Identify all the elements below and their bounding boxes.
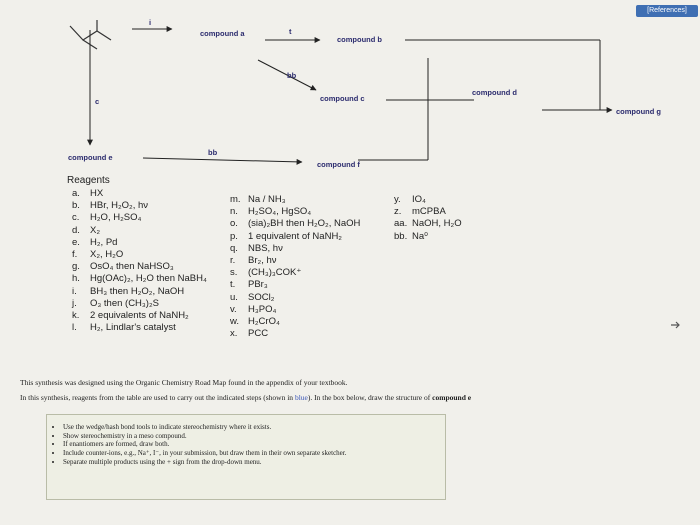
reagent-text: Na / NH₃ <box>248 194 286 205</box>
reagent-item <box>230 194 360 206</box>
reagent-letter: w. <box>230 315 239 327</box>
reagent-item <box>72 200 207 212</box>
reagent-letter: aa. <box>394 218 408 230</box>
reagent-text: HX <box>90 188 104 199</box>
step-label-1: i <box>149 18 152 27</box>
reagent-text: H₂, Pd <box>90 236 118 248</box>
reagent-letter: e. <box>72 236 80 248</box>
reagent-text: Br₂, hν <box>248 254 277 266</box>
instruction-note-post: ). In the box below, draw the structure of <box>307 393 433 402</box>
reagent-letter: u. <box>230 291 238 303</box>
instruction-note-pre: In this synthesis, reagents from the table are used to carry out the indicated steps (shown in <box>20 393 295 402</box>
reagent-text: O₃ then (CH₃)₂S <box>90 297 159 309</box>
reagent-letter: x. <box>230 328 238 340</box>
reagent-item <box>72 286 207 298</box>
reagent-item <box>394 231 462 243</box>
reagent-text: H₂O, H₂SO₄ <box>90 212 142 224</box>
compound-a-label: compound a <box>200 29 245 38</box>
instruction-item: • Use the wedge/hash bond tools to indicate stereochemistry where it exists. <box>63 423 445 432</box>
compound-d-label: compound d <box>472 88 517 97</box>
reagent-item <box>230 206 360 218</box>
reagent-letter: c. <box>72 212 80 224</box>
reagent-text: (CH₃)₃COK⁺ <box>248 267 302 279</box>
reagent-letter: t. <box>230 279 236 291</box>
reagent-item <box>72 225 207 237</box>
reagent-text: IO₄ <box>412 194 426 205</box>
reagent-item <box>72 261 207 273</box>
reagent-item <box>230 279 360 291</box>
reagent-letter: j. <box>72 297 77 309</box>
compound-e-label: compound e <box>68 153 113 162</box>
reagent-text: H₂, Lindlar's catalyst <box>90 322 176 334</box>
reagent-letter: v. <box>230 303 237 315</box>
instruction-item: • Separate multiple products using the + sign from the drop-down menu. <box>63 458 445 467</box>
reagent-text: OsO₄ then NaHSO₃ <box>90 261 174 273</box>
reagent-text: H₃PO₄ <box>248 303 277 315</box>
reagent-letter: bb. <box>394 230 408 242</box>
reagent-letter: b. <box>72 200 80 212</box>
instructions-box <box>46 414 446 500</box>
reagent-letter: n. <box>230 206 238 218</box>
step-label-5: bb <box>208 148 218 157</box>
reagent-item <box>230 267 360 279</box>
step-label-2: t <box>289 27 292 36</box>
reagent-letter: s. <box>230 267 238 279</box>
reagent-letter: y. <box>394 194 401 205</box>
reagent-item <box>72 273 207 285</box>
reagent-text: PCC <box>248 328 269 340</box>
reagent-item <box>394 206 462 218</box>
reagent-text: PBr₃ <box>248 279 268 291</box>
reagent-letter: k. <box>72 309 80 321</box>
reagent-item <box>394 194 462 206</box>
reagent-letter: m. <box>230 194 241 205</box>
instruction-item: • Include counter-ions, e.g., Na⁺, I⁻, in your submission, but draw them in their own separate sketcher. <box>63 449 445 458</box>
reagent-text: SOCl₂ <box>248 291 275 303</box>
reagent-text: BH₃ then H₂O₂, NaOH <box>90 285 185 297</box>
instruction-note <box>20 393 471 402</box>
step-label-4: c <box>95 97 100 106</box>
instruction-note-target: compound e <box>432 393 472 402</box>
reagents-title: Reagents <box>67 175 110 186</box>
reagent-letter: z. <box>394 206 402 218</box>
reagent-text: 1 equivalent of NaNH₂ <box>248 230 342 242</box>
arrow-e-to-f <box>143 158 302 162</box>
references-button[interactable]: [References] <box>636 5 698 17</box>
reagent-item <box>72 237 207 249</box>
compound-f-label: compound f <box>317 160 360 169</box>
reagents-column-3 <box>394 194 462 243</box>
reagent-text: Hg(OAc)₂, H₂O then NaBH₄ <box>90 273 207 285</box>
reagents-column-1 <box>72 188 207 334</box>
compound-b-label: compound b <box>337 35 382 44</box>
reagent-letter: d. <box>72 224 80 236</box>
reagent-letter: g. <box>72 261 80 273</box>
reagent-item <box>394 218 462 230</box>
reagent-item <box>72 249 207 261</box>
reagent-text: mCPBA <box>412 206 446 218</box>
reagent-item <box>230 304 360 316</box>
reagent-item <box>72 298 207 310</box>
compound-g-label: compound g <box>616 107 661 116</box>
reagent-letter: r. <box>230 254 236 266</box>
reagent-letter: h. <box>72 273 80 285</box>
reagent-text: HBr, H₂O₂, hν <box>90 200 149 212</box>
synthesis-note: This synthesis was designed using the Organic Chemistry Road Map found in the appendix of your textbook. <box>20 378 348 387</box>
reagent-letter: o. <box>230 218 238 230</box>
reagent-text: Na⁰ <box>412 230 428 242</box>
reagent-text: NBS, hν <box>248 242 283 254</box>
reagent-text: X₂ <box>90 224 101 236</box>
cursor-icon <box>670 320 680 330</box>
instruction-item: • If enantiomers are formed, draw both. <box>63 440 445 449</box>
reagent-item <box>230 292 360 304</box>
reagent-text: X₂, H₂O <box>90 248 124 260</box>
reagent-letter: l. <box>72 322 77 334</box>
reagent-text: 2 equivalents of NaNH₂ <box>90 309 189 321</box>
instruction-item: • Show stereochemistry in a meso compound. <box>63 432 445 441</box>
reagent-item <box>230 243 360 255</box>
reagent-item <box>72 212 207 224</box>
reagent-text: (sia)₂BH then H₂O₂, NaOH <box>248 218 361 230</box>
reagent-letter: p. <box>230 230 238 242</box>
reagent-item <box>72 322 207 334</box>
compound-c-label: compound c <box>320 94 365 103</box>
reagent-text: NaOH, H₂O <box>412 218 462 230</box>
reagent-letter: q. <box>230 242 238 254</box>
reagent-item <box>230 316 360 328</box>
reagents-column-2 <box>230 194 360 340</box>
reagent-item <box>230 328 360 340</box>
instructions-list <box>47 415 445 467</box>
reagent-letter: i. <box>72 285 77 297</box>
step-label-3: bb <box>287 71 297 80</box>
reagent-item <box>72 188 207 200</box>
reagent-text: H₂CrO₄ <box>248 315 280 327</box>
reagent-text: H₂SO₄, HgSO₄ <box>248 206 312 218</box>
reagent-item <box>230 218 360 230</box>
reagent-item <box>72 310 207 322</box>
instruction-note-blue: blue <box>294 393 308 402</box>
reagent-letter: f. <box>72 248 78 260</box>
reagent-item <box>230 255 360 267</box>
reagent-item <box>230 231 360 243</box>
reagent-letter: a. <box>72 188 80 199</box>
